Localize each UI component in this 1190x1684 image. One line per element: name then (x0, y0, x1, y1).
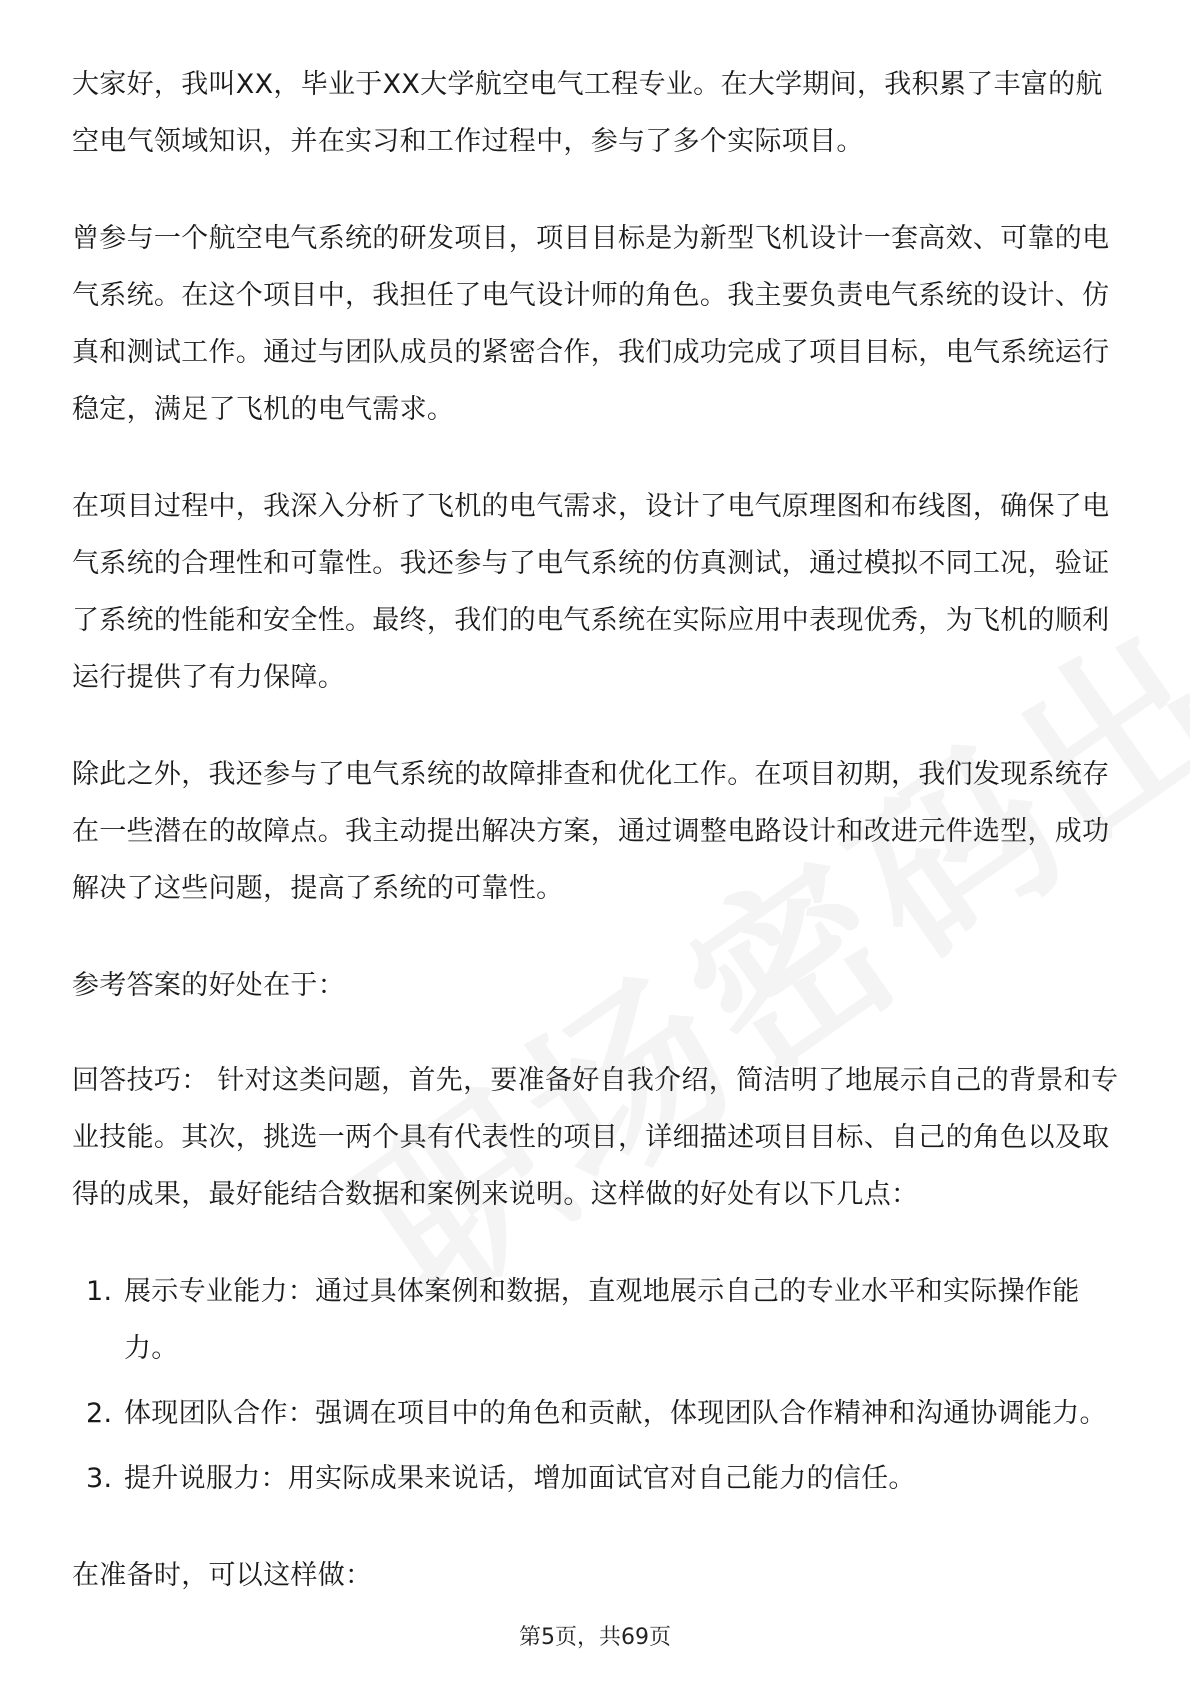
closing-line: 在准备时，可以这样做： (72, 1560, 373, 1591)
paragraph-process: 在项目过程中，我深入分析了飞机的电气需求，设计了电气原理图和布线图，确保了电气系统的合理性和可靠性。我还参与了电气系统的仿真测试，通过模拟不同工况，验证了系统的性能和安全性。最终，我们的电气系统在实际应用中表现优秀，为飞机的顺利运行提供了有力保障。 (72, 491, 1110, 693)
paragraph-tips: 回答技巧： 针对这类问题，首先，要准备好自我介绍，简洁明了地展示自己的背景和专业技能。其次，挑选一两个具有代表性的项目，详细描述项目目标、自己的角色以及取得的成果，最好能结合数据和案例来说明。这样做的好处有以下几点： (72, 1065, 1119, 1210)
list-item-number: 2. (86, 1398, 113, 1429)
benefits-heading: 参考答案的好处在于： (72, 970, 345, 1001)
paragraph-troubleshooting: 除此之外，我还参与了电气系统的故障排查和优化工作。在项目初期，我们发现系统存在一些潜在的故障点。我主动提出解决方案，通过调整电路设计和改进元件选型，成功解决了这些问题，提高了系统的可靠性。 (72, 759, 1110, 904)
page-number-footer: 第5页，共69页 (519, 1625, 671, 1650)
list-item-text: 提升说服力：用实际成果来说话，增加面试官对自己能力的信任。 (124, 1463, 916, 1494)
list-item (72, 1263, 1122, 1377)
list-item (72, 1385, 1122, 1442)
list-item-text: 展示专业能力：通过具体案例和数据，直观地展示自己的专业水平和实际操作能力。 (124, 1276, 1080, 1364)
document-body (72, 56, 1122, 1644)
benefits-list (72, 1263, 1122, 1507)
paragraph-intro: 大家好，我叫XX，毕业于XX大学航空电气工程专业。在大学期间，我积累了丰富的航空电气领域知识，并在实习和工作过程中，参与了多个实际项目。 (72, 69, 1103, 157)
paragraph-project: 曾参与一个航空电气系统的研发项目，项目目标是为新型飞机设计一套高效、可靠的电气系统。在这个项目中，我担任了电气设计师的角色。我主要负责电气系统的设计、仿真和测试工作。通过与团队成员的紧密合作，我们成功完成了项目目标，电气系统运行稳定，满足了飞机的电气需求。 (72, 223, 1110, 425)
list-item-number: 3. (86, 1463, 113, 1494)
list-item-number: 1. (86, 1276, 113, 1307)
list-item-text: 体现团队合作：强调在项目中的角色和贡献，体现团队合作精神和沟通协调能力。 (124, 1398, 1107, 1429)
list-item (72, 1450, 1122, 1507)
